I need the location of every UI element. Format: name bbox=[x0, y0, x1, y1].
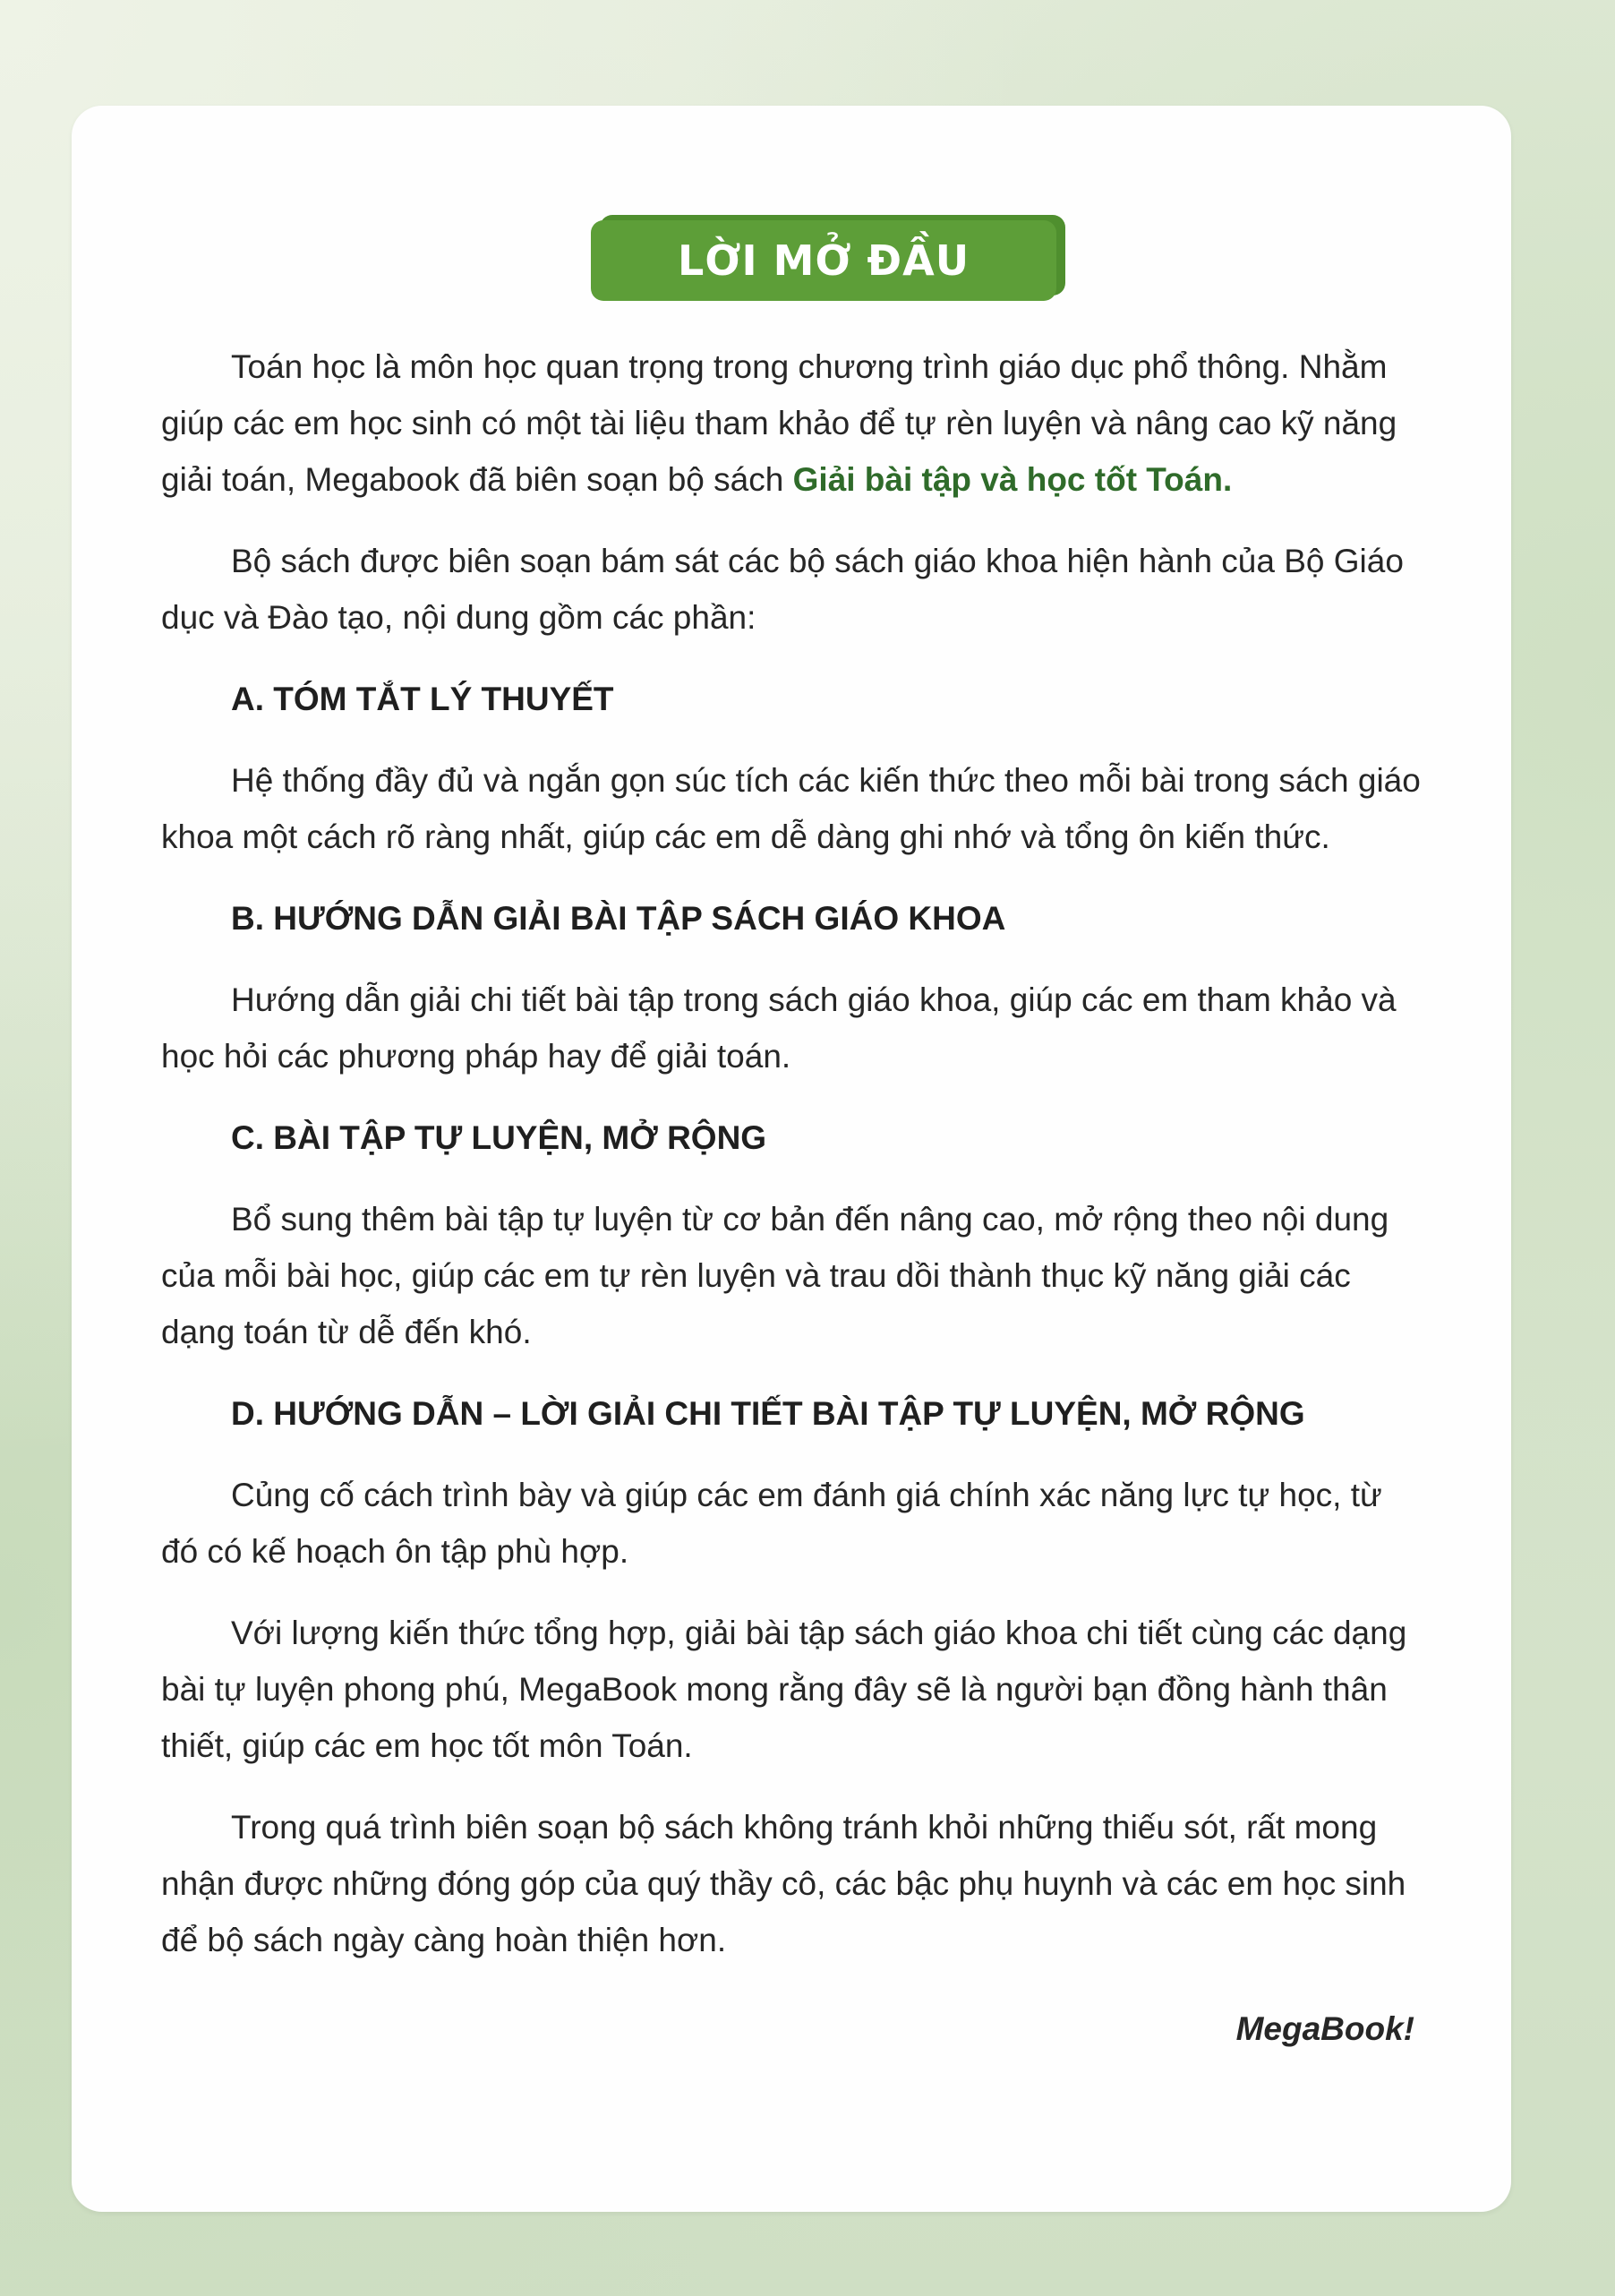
section-c-heading: C. BÀI TẬP TỰ LUYỆN, MỞ RỘNG bbox=[231, 1119, 767, 1156]
title-banner bbox=[591, 220, 1056, 301]
intro-text: Toán học là môn học quan trọng trong chương trình giáo dục phổ thông. Nhằm giúp các em học sinh có một tài liệu tham khảo để tự rèn luyện và nâng cao kỹ năng giải toán, Megabook đã biên soạn bộ sách bbox=[161, 348, 1397, 498]
section-b-heading: B. HƯỚNG DẪN GIẢI BÀI TẬP SÁCH GIÁO KHOA bbox=[231, 900, 1006, 937]
page-title: LỜI MỞ ĐẦU bbox=[591, 220, 1056, 301]
closing-paragraph-2: Trong quá trình biên soạn bộ sách không tránh khỏi những thiếu sót, rất mong nhận được những đóng góp của quý thầy cô, các bậc phụ huynh và các em học sinh để bộ sách ngày càng hoàn thiện hơn. bbox=[161, 1809, 1406, 1958]
closing-paragraph-1: Với lượng kiến thức tổng hợp, giải bài tập sách giáo khoa chi tiết cùng các dạng bài tự luyện phong phú, MegaBook mong rằng đây sẽ là người bạn đồng hành thân thiết, giúp các em học tốt môn Toán. bbox=[161, 1615, 1407, 1764]
section-a-heading: A. TÓM TẮT LÝ THUYẾT bbox=[231, 681, 614, 717]
overview-paragraph: Bộ sách được biên soạn bám sát các bộ sách giáo khoa hiện hành của Bộ Giáo dục và Đào tạo, nội dung gồm các phần: bbox=[161, 543, 1404, 636]
section-a-text: Hệ thống đầy đủ và ngắn gọn súc tích các kiến thức theo mỗi bài trong sách giáo khoa một cách rõ ràng nhất, giúp các em dễ dàng ghi nhớ và tổng ôn kiến thức. bbox=[161, 762, 1421, 855]
intro-paragraph bbox=[161, 338, 1423, 508]
section-d-text: Củng cố cách trình bày và giúp các em đánh giá chính xác năng lực tự học, từ đó có kế hoạch ôn tập phù hợp. bbox=[161, 1477, 1382, 1570]
section-b-text: Hướng dẫn giải chi tiết bài tập trong sách giáo khoa, giúp các em tham khảo và học hỏi các phương pháp hay để giải toán. bbox=[161, 981, 1397, 1075]
book-title-highlight: Giải bài tập và học tốt Toán. bbox=[792, 461, 1233, 498]
preface-content bbox=[161, 338, 1423, 2057]
section-c-text: Bổ sung thêm bài tập tự luyện từ cơ bản đến nâng cao, mở rộng theo nội dung của mỗi bài học, giúp các em tự rèn luyện và trau dồi thành thục kỹ năng giải các dạng toán từ dễ đến khó. bbox=[161, 1201, 1389, 1350]
page-card bbox=[72, 106, 1511, 2212]
signature: MegaBook! bbox=[1235, 2010, 1414, 2047]
section-d-heading: D. HƯỚNG DẪN – LỜI GIẢI CHI TIẾT BÀI TẬP TỰ LUYỆN, MỞ RỘNG bbox=[231, 1395, 1305, 1432]
